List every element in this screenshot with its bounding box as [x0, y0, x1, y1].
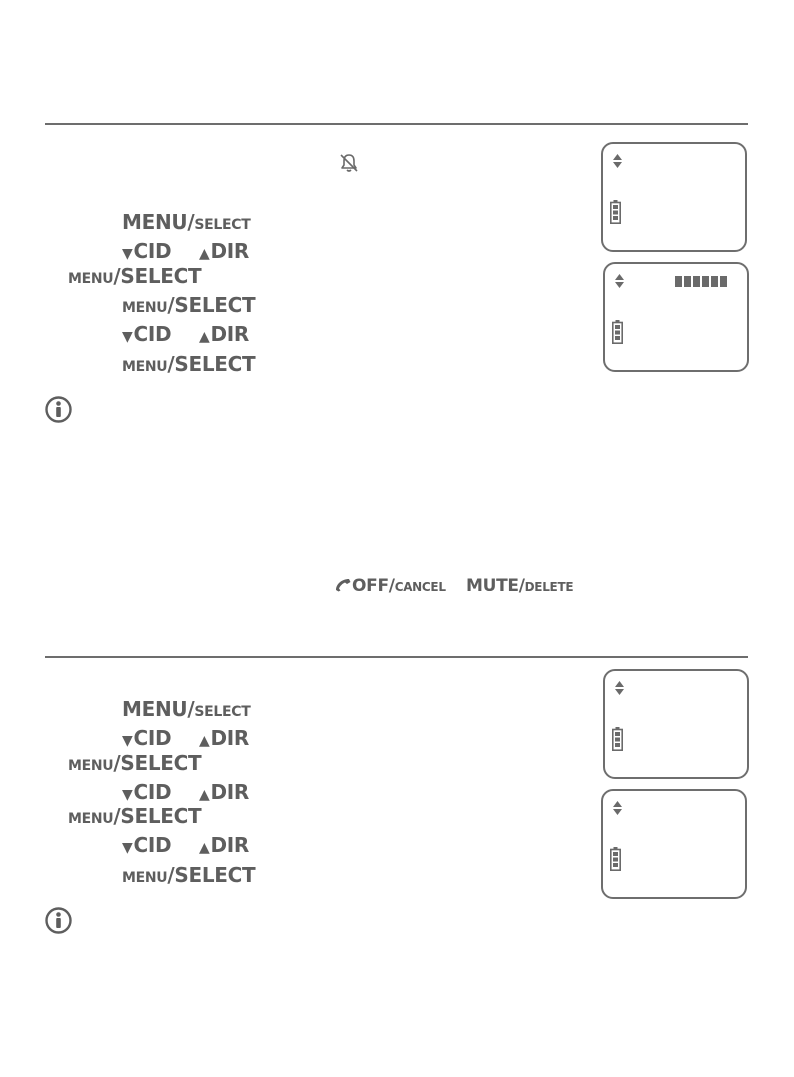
info-icon	[45, 907, 72, 934]
handset-icon	[334, 578, 352, 592]
volume-level-bars	[675, 276, 727, 287]
volume-segment	[720, 276, 727, 287]
mute-delete-key: MUTE/DELETE	[466, 576, 574, 596]
up-arrow-icon: ▲	[199, 329, 210, 345]
battery-icon	[612, 727, 623, 751]
up-arrow-icon: ▲	[199, 840, 210, 856]
menu-select-key: MENU/SELECT	[122, 293, 256, 317]
down-arrow-icon: ▼	[122, 246, 133, 262]
up-down-arrows-icon	[615, 681, 624, 695]
down-arrow-icon: ▼	[122, 329, 133, 345]
menu-select-key: MENU/SELECT	[122, 697, 251, 721]
bell-off-icon	[338, 152, 360, 174]
up-arrow-icon: ▲	[199, 246, 210, 262]
menu-select-key: MENU/SELECT	[68, 804, 202, 828]
up-arrow-icon: ▲	[199, 733, 210, 749]
nav-dir-key: ▲DIR	[199, 780, 250, 804]
section-divider-2	[45, 656, 748, 658]
nav-cid-key: ▼CID	[122, 780, 172, 804]
nav-cid-key: ▼CID	[122, 239, 172, 263]
battery-icon	[610, 200, 621, 224]
up-down-arrows-icon	[613, 154, 622, 168]
up-down-arrows-icon	[613, 801, 622, 815]
volume-segment	[702, 276, 709, 287]
menu-select-key: MENU/SELECT	[68, 264, 202, 288]
down-arrow-icon: ▼	[122, 787, 133, 803]
section-divider-1	[45, 123, 748, 125]
menu-select-key: MENU/SELECT	[68, 751, 202, 775]
nav-dir-key: ▲DIR	[199, 726, 250, 750]
handset-display-1	[601, 142, 747, 252]
volume-segment	[675, 276, 682, 287]
nav-cid-key: ▼CID	[122, 833, 172, 857]
handset-display-3	[603, 669, 749, 779]
battery-icon	[610, 847, 621, 871]
up-arrow-icon: ▲	[199, 787, 210, 803]
down-arrow-icon: ▼	[122, 840, 133, 856]
info-icon	[45, 396, 72, 423]
nav-dir-key: ▲DIR	[199, 322, 250, 346]
down-arrow-icon: ▼	[122, 733, 133, 749]
menu-select-key: MENU/SELECT	[122, 863, 256, 887]
nav-dir-key: ▲DIR	[199, 239, 250, 263]
up-down-arrows-icon	[615, 274, 624, 288]
battery-icon	[612, 320, 623, 344]
off-cancel-key: OFF/CANCEL	[334, 578, 446, 595]
menu-select-key: MENU/SELECT	[122, 352, 256, 376]
menu-select-key: MENU/SELECT	[122, 210, 251, 234]
nav-dir-key: ▲DIR	[199, 833, 250, 857]
volume-segment	[711, 276, 718, 287]
volume-segment	[693, 276, 700, 287]
nav-cid-key: ▼CID	[122, 726, 172, 750]
handset-display-2	[603, 262, 749, 372]
nav-cid-key: ▼CID	[122, 322, 172, 346]
volume-segment	[684, 276, 691, 287]
handset-display-4	[601, 789, 747, 899]
